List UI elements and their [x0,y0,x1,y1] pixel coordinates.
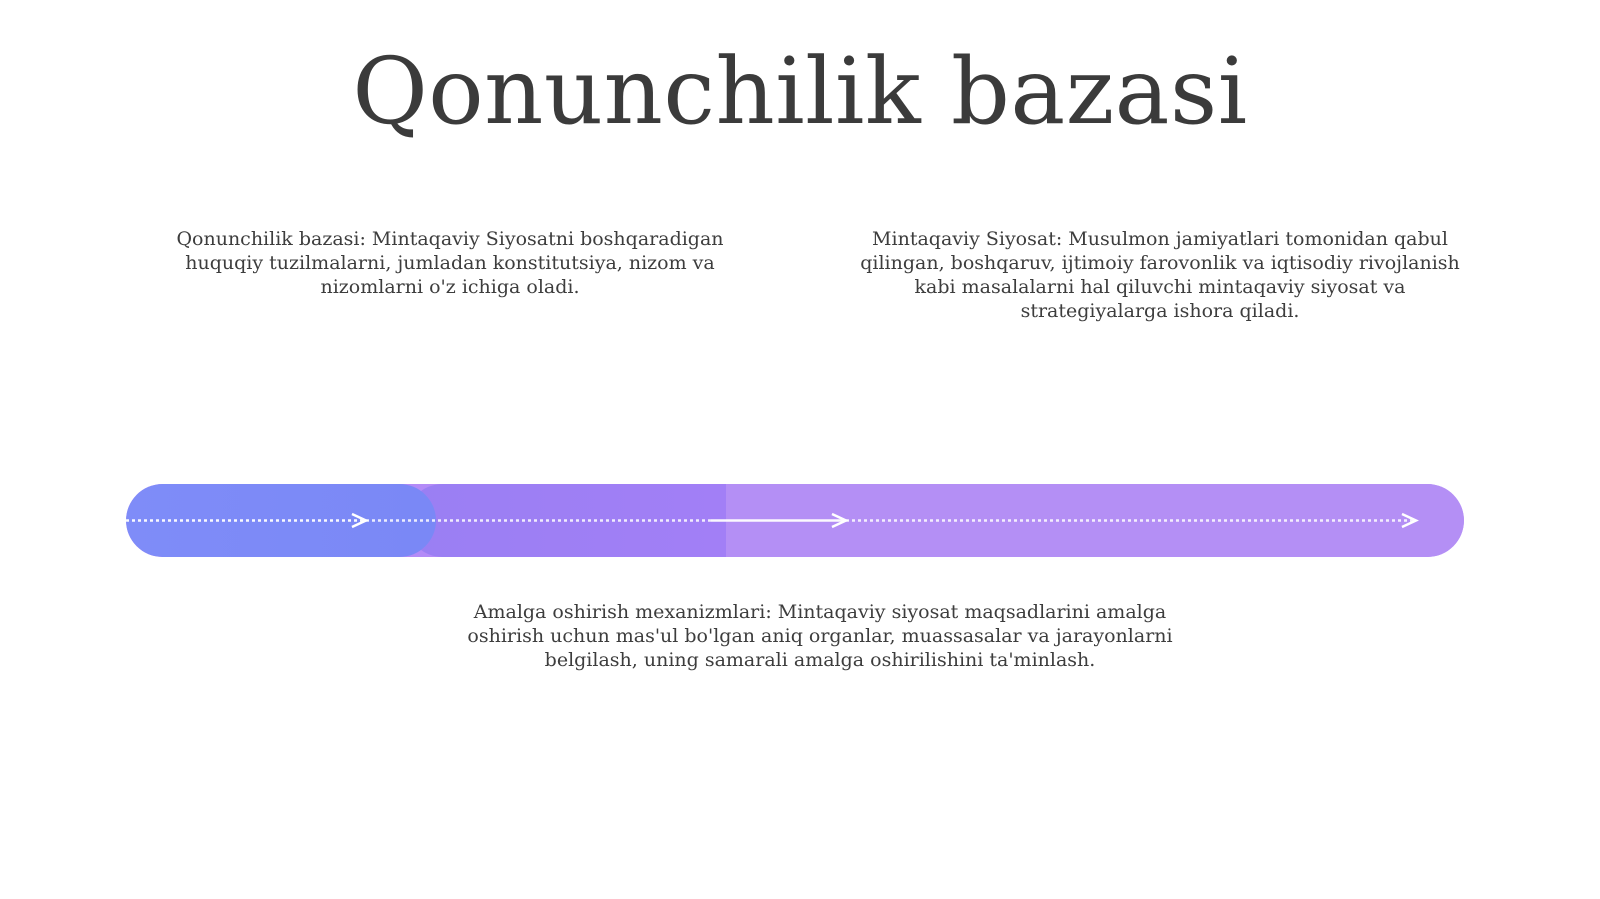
timeline-bar [126,484,1464,557]
text-block-regional-policy: Mintaqaviy Siyosat: Musulmon jamiyatlari tomonidan qabul qilingan, boshqaruv, ijtimoiy farovonlik va iqtisodiy rivojlanish kabi masalalarni hal qiluvchi mintaqaviy siyosat va strategiyalarga ishora qiladi. [860,228,1460,322]
slide-title: Qonunchilik bazasi [352,38,1248,145]
timeline-arrows [126,484,1464,557]
text-block-implementation: Amalga oshirish mexanizmlari: Mintaqaviy siyosat maqsadlarini amalga oshirish uchun mas'ul bo'lgan aniq organlar, muassasalar va jarayonlarni belgilash, uning samarali amalga oshirilishini ta'minlash. [467,601,1173,671]
text-block-legal-framework: Qonunchilik bazasi: Mintaqaviy Siyosatni boshqaradigan huquqiy tuzilmalarni, jumladan konstitutsiya, nizom va nizomlarni o'z ichiga oladi. [176,228,724,298]
